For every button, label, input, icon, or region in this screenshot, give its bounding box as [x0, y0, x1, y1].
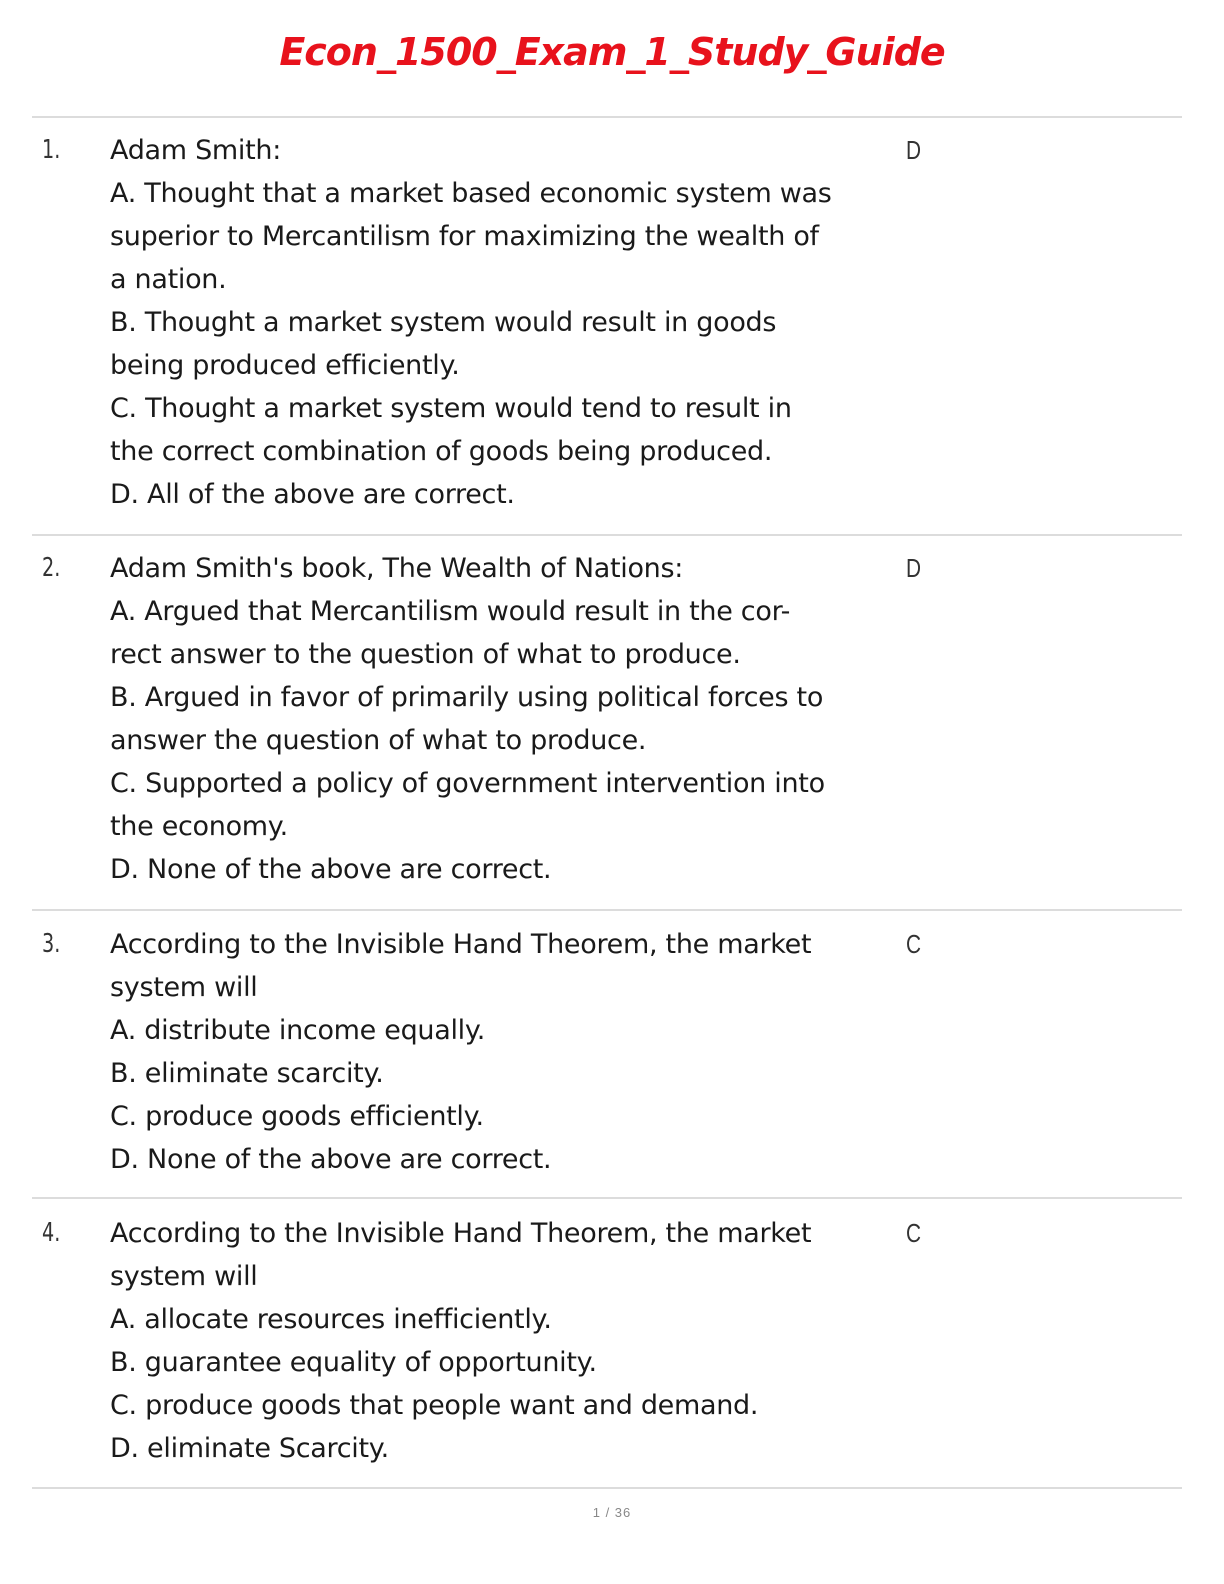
question-line: the economy. — [110, 811, 288, 842]
question-line: rect answer to the question of what to produce. — [110, 639, 741, 670]
question-line: superior to Mercantilism for maximizing the wealth of — [110, 221, 819, 252]
answer-key: D — [906, 135, 922, 165]
question-line: According to the Invisible Hand Theorem, the market — [110, 1218, 812, 1249]
question-line: being produced efficiently. — [110, 350, 460, 381]
question-line: B. eliminate scarcity. — [110, 1058, 384, 1089]
question-line: Adam Smith's book, The Wealth of Nations: — [110, 553, 684, 584]
document-title: Econ_1500_Exam_1_Study_Guide — [279, 30, 945, 74]
question-line: D. All of the above are correct. — [110, 479, 515, 510]
answer-key: D — [906, 553, 922, 583]
question-text — [110, 547, 900, 891]
divider — [32, 116, 1182, 118]
question-line: B. Thought a market system would result in goods — [110, 307, 777, 338]
question-number: 3. — [42, 929, 61, 959]
question-line: answer the question of what to produce. — [110, 725, 647, 756]
question-line: Adam Smith: — [110, 135, 282, 166]
question-line: B. Argued in favor of primarily using political forces to — [110, 682, 824, 713]
question-line: B. guarantee equality of opportunity. — [110, 1347, 597, 1378]
divider — [32, 909, 1182, 911]
answer-key: C — [906, 929, 922, 959]
divider — [32, 1197, 1182, 1199]
question-number: 1. — [42, 135, 61, 165]
question-line: D. None of the above are correct. — [110, 1144, 552, 1175]
question-line: C. produce goods that people want and demand. — [110, 1390, 759, 1421]
question-line: D. eliminate Scarcity. — [110, 1433, 389, 1464]
question-line: A. Thought that a market based economic system was — [110, 178, 832, 209]
answer-key: C — [906, 1218, 922, 1248]
question-number: 4. — [42, 1218, 61, 1248]
question-text — [110, 923, 900, 1181]
question-line: A. distribute income equally. — [110, 1015, 485, 1046]
divider — [32, 534, 1182, 536]
question-number: 2. — [42, 553, 61, 583]
question-line: C. Thought a market system would tend to result in — [110, 393, 792, 424]
question-line: system will — [110, 1261, 258, 1292]
question-line: A. Argued that Mercantilism would result in the cor- — [110, 596, 791, 627]
question-text — [110, 1212, 900, 1470]
question-line: C. produce goods efficiently. — [110, 1101, 484, 1132]
question-line: According to the Invisible Hand Theorem, the market — [110, 929, 812, 960]
divider — [32, 1487, 1182, 1489]
question-line: the correct combination of goods being produced. — [110, 436, 773, 467]
question-line: A. allocate resources inefficiently. — [110, 1304, 552, 1335]
question-line: C. Supported a policy of government intervention into — [110, 768, 825, 799]
page-indicator: 1 / 36 — [592, 1505, 632, 1520]
question-text — [110, 129, 900, 516]
question-line: system will — [110, 972, 258, 1003]
question-line: a nation. — [110, 264, 227, 295]
question-line: D. None of the above are correct. — [110, 854, 552, 885]
